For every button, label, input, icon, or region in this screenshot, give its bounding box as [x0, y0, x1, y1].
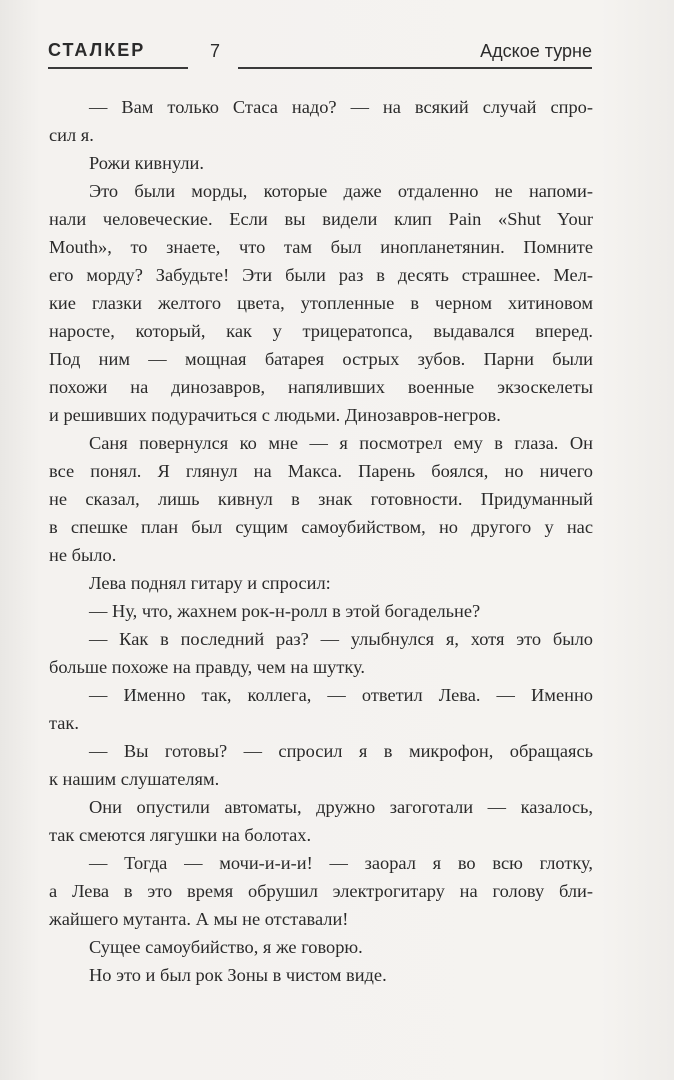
paragraph [49, 625, 593, 681]
text-line: кие глазки желтого цвета, утопленные в черном хитиновом [49, 293, 593, 313]
paragraph [49, 737, 593, 793]
header-rule-left [48, 67, 188, 69]
text-line: так смеются лягушки на болотах. [49, 825, 312, 845]
text-line: не сказал, лишь кивнул в знак готовности. Придуманный [49, 489, 593, 509]
paragraph [89, 569, 593, 597]
paragraph [89, 597, 593, 625]
text-line: так. [49, 713, 79, 733]
text-line: Mouth», то знаете, что там был инопланетянин. Помните [49, 237, 593, 257]
page-number: 7 [210, 41, 221, 61]
header-rule-right [238, 67, 592, 69]
paragraph [49, 429, 593, 569]
paragraph [49, 177, 593, 429]
text-line: в спешке план был сущим самоубийством, но другого у нас [49, 517, 593, 537]
text-line: — Именно так, коллега, — ответил Лева. — Именно [89, 685, 593, 705]
text-line: Лева поднял гитару и спросил: [89, 573, 331, 593]
text-line: Рожи кивнули. [89, 153, 204, 173]
body-text [49, 93, 593, 989]
text-line: все понял. Я глянул на Макса. Парень боялся, но ничего [49, 461, 593, 481]
text-line: — Тогда — мочи-и-и-и! — заорал я во всю глотку, [89, 853, 593, 873]
text-line: наросте, который, как у трицератопса, выдавался вперед. [49, 321, 593, 341]
text-line: больше похоже на правду, чем на шутку. [49, 657, 366, 677]
text-line: Они опустили автоматы, дружно загоготали — казалось, [89, 797, 593, 817]
text-line: Сущее самоубийство, я же говорю. [89, 937, 363, 957]
text-line: Это были морды, которые даже отдаленно не напоми- [89, 181, 593, 201]
text-line: его морду? Забудьте! Эти были раз в десять страшнее. Мел- [49, 265, 593, 285]
text-line: похожи на динозавров, напяливших военные экзоскелеты [49, 377, 593, 397]
paragraph [89, 933, 593, 961]
paragraph [89, 961, 593, 989]
series-name: СТАЛКЕР [48, 40, 146, 60]
book-title: Адское турне [480, 41, 592, 61]
text-line: — Вам только Стаса надо? — на всякий случай спро- [89, 97, 593, 117]
paragraph [49, 681, 593, 737]
paragraph [89, 149, 593, 177]
text-line: сил я. [49, 125, 94, 145]
text-line: — Как в последний раз? — улыбнулся я, хотя это было [89, 629, 593, 649]
text-line: не было. [49, 545, 117, 565]
text-line: Саня повернулся ко мне — я посмотрел ему в глаза. Он [89, 433, 593, 453]
text-line: нали человеческие. Если вы видели клип Pain «Shut Your [49, 209, 593, 229]
text-line: — Ну, что, жахнем рок-н-ролл в этой богадельне? [89, 601, 481, 621]
text-line: Под ним — мощная батарея острых зубов. Парни были [49, 349, 593, 369]
paragraph [49, 793, 593, 849]
text-line: а Лева в это время обрушил электрогитару на голову бли- [49, 881, 593, 901]
text-line: Но это и был рок Зоны в чистом виде. [89, 965, 387, 985]
paragraph [49, 849, 593, 933]
text-line: — Вы готовы? — спросил я в микрофон, обращаясь [89, 741, 593, 761]
text-line: к нашим слушателям. [49, 769, 220, 789]
text-line: жайшего мутанта. А мы не отставали! [49, 909, 349, 929]
paragraph [49, 93, 593, 149]
text-line: и решивших подурачиться с людьми. Динозавров-негров. [49, 405, 501, 425]
running-header [48, 40, 592, 74]
